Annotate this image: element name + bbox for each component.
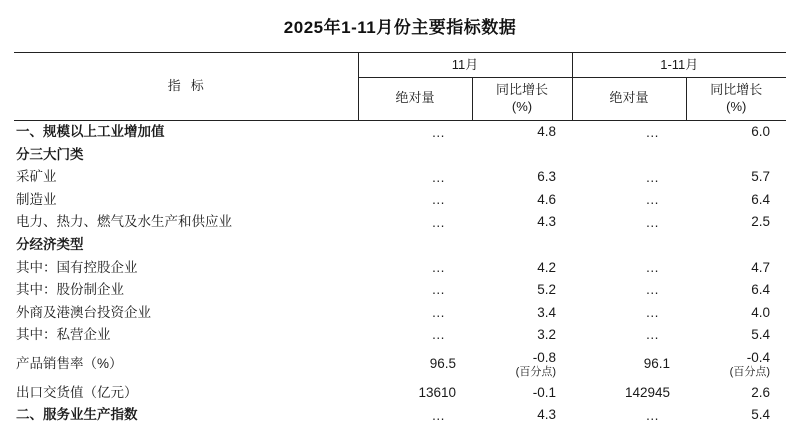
row-value-cell: …	[431, 327, 446, 343]
header-cumulative-growth-line2: (%)	[726, 98, 747, 114]
row-value-cell: 5.4	[751, 327, 770, 343]
table-row	[14, 166, 786, 189]
row-value-cell: …	[645, 304, 660, 320]
header-month-growth	[472, 78, 572, 121]
table-row	[14, 188, 786, 211]
header-month-absolute	[358, 78, 472, 121]
row-label: 出口交货值（亿元）	[16, 384, 138, 400]
row-value-cell: 4.3	[537, 407, 556, 423]
row-label: 其中：股份制企业	[16, 282, 124, 298]
row-value: -0.4	[746, 349, 770, 365]
row-value: -0.8	[532, 349, 556, 365]
row-value-cell: 5.4	[751, 407, 770, 423]
row-value-cell	[472, 346, 572, 381]
row-value-cell	[572, 143, 686, 166]
row-value-note: (百分点)	[729, 366, 770, 379]
row-value-cell: 3.4	[537, 304, 556, 320]
header-indicator: 指标	[14, 53, 358, 121]
row-value-cell: …	[431, 282, 446, 298]
row-value-cell: 4.7	[751, 259, 770, 275]
table-row	[14, 256, 786, 279]
row-label: 其中：私营企业	[16, 327, 111, 343]
row-value-cell: 6.3	[537, 169, 556, 185]
row-value-cell: …	[645, 169, 660, 185]
row-value-cell: …	[645, 124, 660, 140]
row-label: 二、服务业生产指数	[16, 407, 138, 423]
row-value-cell: …	[645, 259, 660, 275]
header-month-growth-line1: 同比增长	[495, 82, 548, 98]
main-indicator-table	[14, 52, 786, 424]
table-header-group-row	[14, 53, 786, 78]
row-value-cell	[358, 143, 472, 166]
row-value-cell	[686, 346, 786, 381]
row-value-cell: 5.7	[751, 169, 770, 185]
row-value-cell: 4.2	[537, 259, 556, 275]
header-month-growth-line2: (%)	[511, 98, 533, 114]
table-row	[14, 143, 786, 166]
row-value-cell: …	[645, 282, 660, 298]
header-cumulative-absolute-line1: 绝对量	[609, 90, 649, 106]
row-label: 制造业	[16, 191, 57, 207]
row-value-cell	[472, 233, 572, 256]
table-row	[14, 346, 786, 381]
row-label: 分经济类型	[16, 236, 84, 252]
header-cumulative-absolute	[572, 78, 686, 121]
row-label: 一、规模以上工业增加值	[16, 124, 165, 140]
row-value-cell: …	[645, 327, 660, 343]
row-value-cell: …	[645, 192, 660, 208]
row-value-note: (百分点)	[515, 366, 556, 379]
row-value-cell: 6.4	[751, 191, 770, 207]
row-value-cell: …	[431, 214, 446, 230]
row-value-cell: 4.6	[537, 191, 556, 207]
row-value-cell: 142945	[624, 384, 670, 400]
row-value-cell: …	[645, 214, 660, 230]
row-value-cell: …	[431, 259, 446, 275]
row-value-cell: 96.1	[643, 356, 670, 372]
row-label: 其中：国有控股企业	[16, 259, 138, 275]
header-group-month: 11月	[358, 53, 572, 78]
row-label: 外商及港澳台投资企业	[16, 304, 151, 320]
table-row	[14, 279, 786, 302]
header-month-absolute-line1: 绝对量	[395, 90, 435, 106]
table-body	[14, 120, 786, 424]
row-value-cell	[572, 233, 686, 256]
row-value-cell: …	[431, 124, 446, 140]
row-value-cell: 6.4	[751, 282, 770, 298]
row-value-cell: 96.5	[429, 356, 456, 372]
row-value-cell: …	[431, 192, 446, 208]
row-value-cell: 4.3	[537, 214, 556, 230]
row-value-cell: 2.5	[751, 214, 770, 230]
row-value-cell: 5.2	[537, 282, 556, 298]
header-cumulative-growth	[686, 78, 786, 121]
row-value-cell	[686, 143, 786, 166]
row-label: 采矿业	[16, 169, 57, 185]
table-row	[14, 233, 786, 256]
row-value-cell: …	[431, 407, 446, 423]
row-label: 产品销售率（%）	[16, 356, 123, 372]
row-label: 电力、热力、燃气及水生产和供应业	[16, 214, 232, 230]
row-value-cell: 2.6	[751, 384, 770, 400]
page-title: 2025年1-11月份主要指标数据	[283, 18, 517, 37]
row-value-cell: 3.2	[537, 327, 556, 343]
table-row	[14, 120, 786, 143]
header-cumulative-growth-line1: 同比增长	[710, 82, 763, 98]
row-value-cell: 6.0	[751, 124, 770, 140]
table-row	[14, 211, 786, 234]
row-value-cell: …	[431, 169, 446, 185]
row-value-cell	[686, 233, 786, 256]
table-row	[14, 324, 786, 347]
header-group-cumulative: 1-11月	[572, 53, 786, 78]
row-value-cell: -0.1	[532, 384, 556, 400]
row-value-cell: …	[431, 304, 446, 320]
row-value-cell: 4.0	[751, 304, 770, 320]
row-value-cell	[472, 143, 572, 166]
row-label: 分三大门类	[16, 146, 84, 162]
row-value-cell	[358, 233, 472, 256]
row-value-cell: …	[645, 407, 660, 423]
row-value-cell: 13610	[418, 384, 456, 400]
row-value-cell: 4.8	[537, 124, 556, 140]
table-row	[14, 404, 786, 424]
table-row	[14, 301, 786, 324]
table-row	[14, 381, 786, 404]
